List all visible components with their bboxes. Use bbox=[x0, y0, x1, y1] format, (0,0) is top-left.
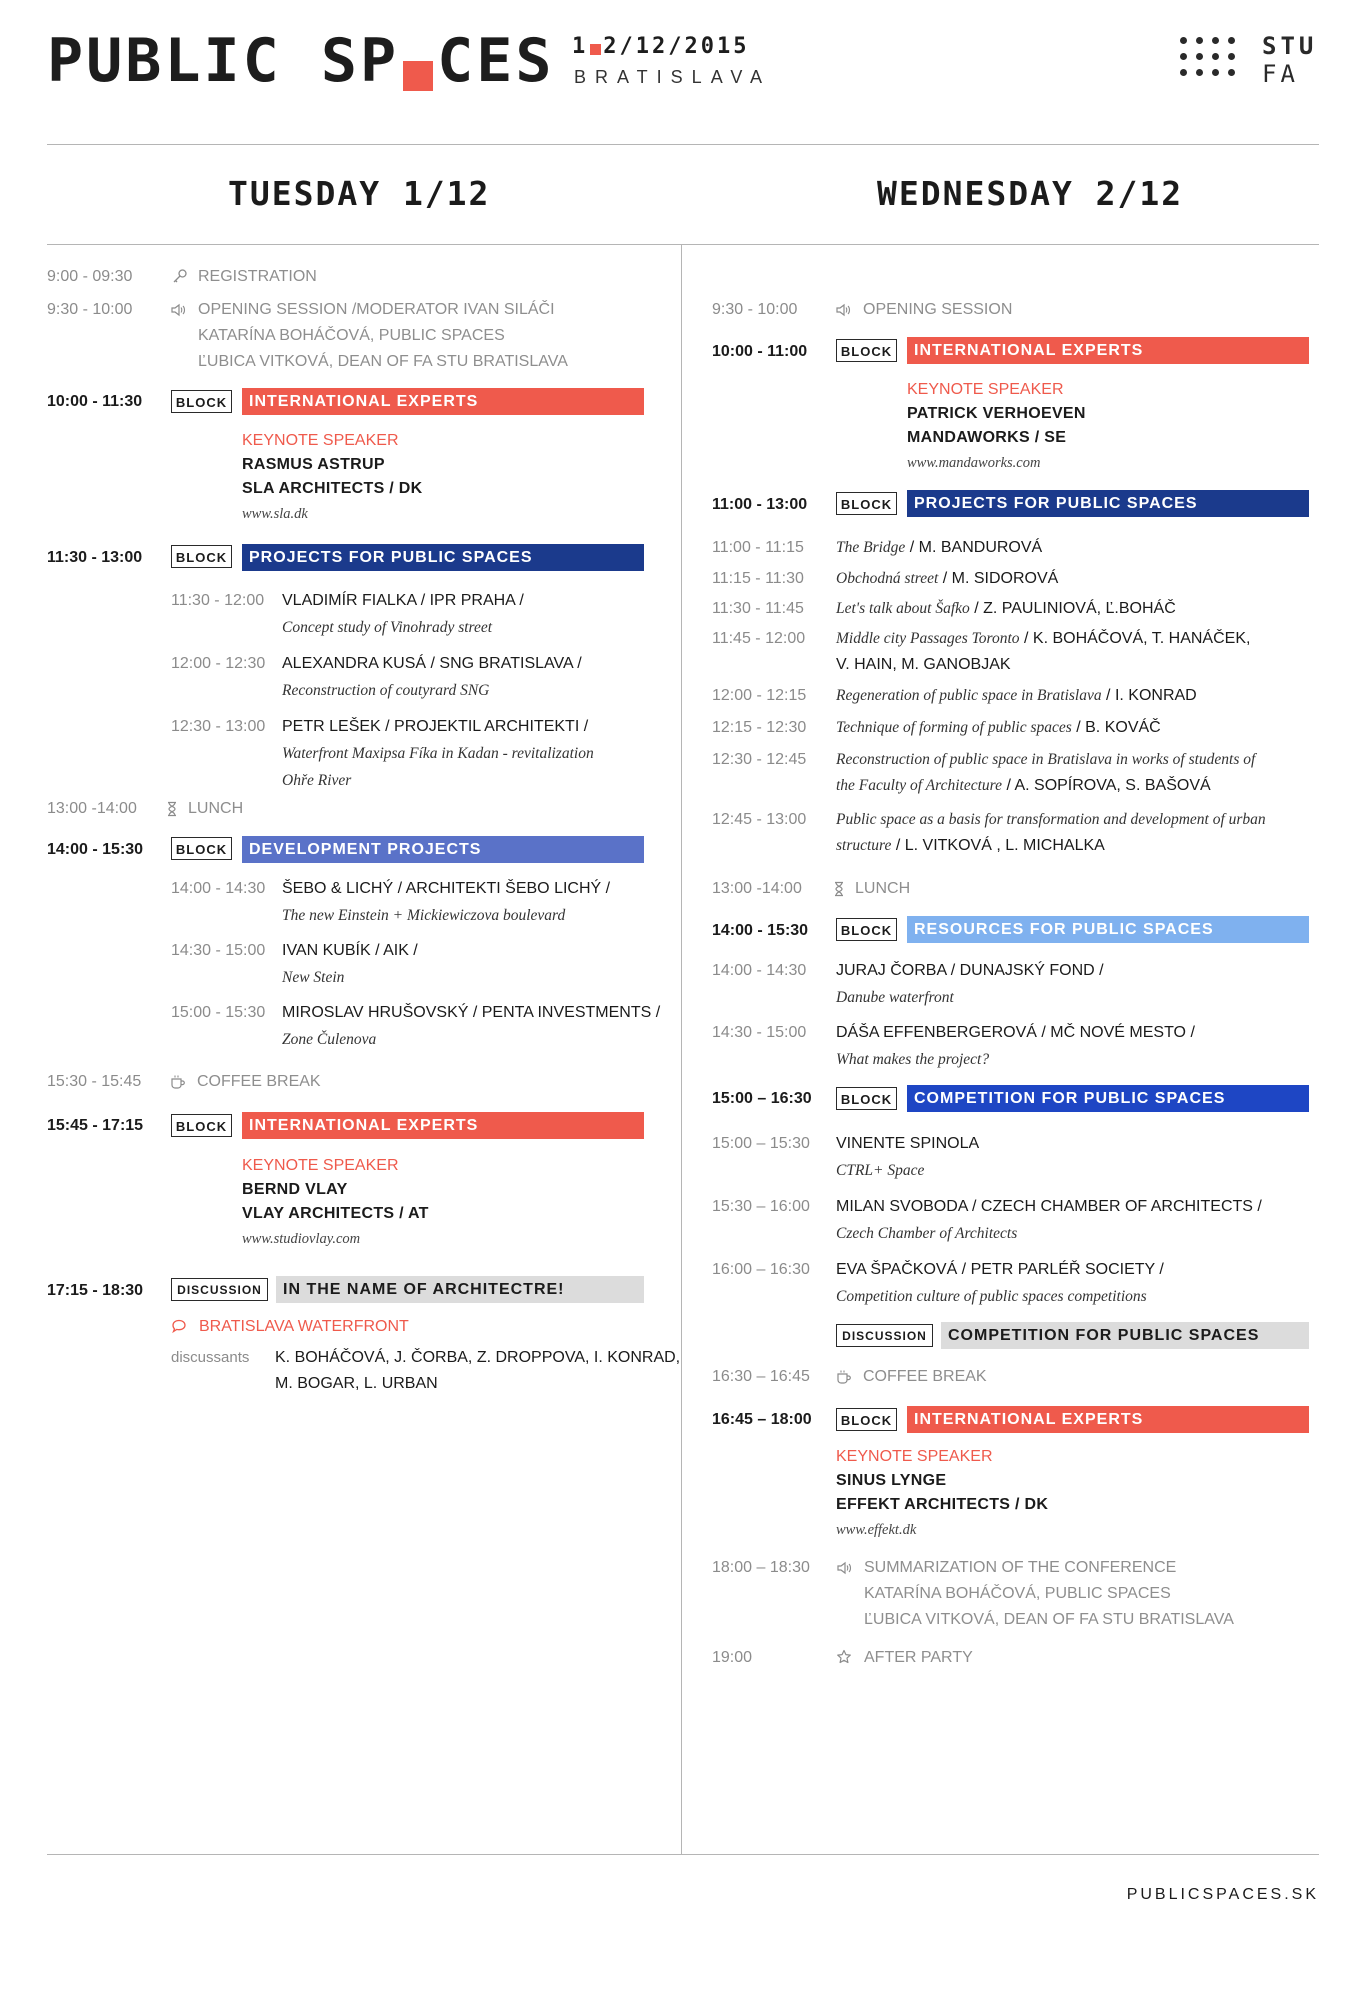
talk-time: 14:30 - 15:00 bbox=[712, 1024, 807, 1041]
talk-topic: Waterfront Maxipsa Fíka in Kadan - revitalization bbox=[282, 745, 594, 762]
block-tag: BLOCK bbox=[171, 1114, 232, 1137]
tuesday-heading: TUESDAY 1/12 bbox=[228, 174, 491, 213]
speaker-icon bbox=[835, 302, 851, 318]
talk-speaker-cont: V. HAIN, M. GANOBJAK bbox=[836, 656, 1011, 673]
talk-topic: Reconstruction of coutyrard SNG bbox=[282, 682, 490, 699]
talk-entry bbox=[836, 570, 1058, 588]
date-square bbox=[590, 44, 601, 55]
block-tag: BLOCK bbox=[171, 390, 232, 413]
talk-topic: New Stein bbox=[282, 969, 345, 986]
opening-label: OPENING SESSION bbox=[863, 301, 1013, 318]
keynote-url[interactable]: www.mandaworks.com bbox=[907, 455, 1041, 471]
cup-icon bbox=[836, 1369, 852, 1385]
talk-time: 11:30 - 12:00 bbox=[171, 592, 265, 609]
hourglass-icon bbox=[164, 801, 180, 817]
talk-topic: Danube waterfront bbox=[836, 989, 954, 1006]
talk-time: 11:15 - 11:30 bbox=[712, 570, 804, 587]
days-divider bbox=[47, 244, 1319, 245]
talk-topic: CTRL+ Space bbox=[836, 1162, 925, 1179]
logo-dot bbox=[1212, 53, 1219, 60]
talk-time: 15:00 – 15:30 bbox=[712, 1135, 810, 1152]
keynote-name: BERND VLAY bbox=[242, 1181, 348, 1198]
block-time: 14:00 - 15:30 bbox=[712, 922, 809, 939]
coffee-label: COFFEE BREAK bbox=[197, 1073, 321, 1090]
keynote-label: KEYNOTE SPEAKER bbox=[242, 432, 399, 449]
talk-speaker: / M. BANDUROVÁ bbox=[905, 539, 1043, 556]
talk-topic-cont: Ohře River bbox=[282, 772, 352, 789]
slot-time: 18:00 – 18:30 bbox=[712, 1559, 810, 1576]
block-tag: BLOCK bbox=[836, 339, 897, 362]
talk-speaker: MILAN SVOBODA / CZECH CHAMBER OF ARCHITECTS / bbox=[836, 1198, 1262, 1215]
talk-time: 12:15 - 12:30 bbox=[712, 719, 807, 736]
talk-speaker: VINENTE SPINOLA bbox=[836, 1135, 980, 1152]
talk-topic: Reconstruction of public space in Bratislava in works of students of bbox=[836, 751, 1256, 768]
logo-text-left: PUBLIC SP bbox=[47, 26, 400, 96]
talk-speaker: / A. SOPÍROVA, S. BAŠOVÁ bbox=[1002, 777, 1211, 794]
opening-line: ĽUBICA VITKOVÁ, DEAN OF FA STU BRATISLAVA bbox=[198, 353, 568, 370]
cup-icon bbox=[170, 1074, 186, 1090]
block-title-bar: PROJECTS FOR PUBLIC SPACES bbox=[907, 490, 1309, 517]
block-time: 10:00 - 11:00 bbox=[712, 343, 808, 360]
discussion-tag: DISCUSSION bbox=[836, 1324, 933, 1347]
slot-time: 9:30 - 10:00 bbox=[712, 301, 798, 318]
talk-time: 12:45 - 13:00 bbox=[712, 811, 807, 828]
logo-dot bbox=[1228, 53, 1235, 60]
talk-time: 11:45 - 12:00 bbox=[712, 630, 806, 647]
talk-time: 16:00 – 16:30 bbox=[712, 1261, 810, 1278]
keynote-url[interactable]: www.sla.dk bbox=[242, 506, 308, 522]
opening-line: OPENING SESSION /MODERATOR IVAN SILÁČI bbox=[198, 301, 555, 318]
talk-speaker: / K. BOHÁČOVÁ, T. HANÁČEK, bbox=[1019, 630, 1251, 647]
discussion-title-bar: IN THE NAME OF ARCHITECTRE! bbox=[276, 1276, 644, 1303]
logo-text-right: CES bbox=[437, 26, 555, 96]
slot-time: 19:00 bbox=[712, 1649, 753, 1666]
talk-entry bbox=[836, 630, 1250, 648]
registration-label: REGISTRATION bbox=[198, 268, 317, 285]
talk-topic: The new Einstein + Mickiewiczova boulevard bbox=[282, 907, 566, 924]
talk-time: 15:30 – 16:00 bbox=[712, 1198, 810, 1215]
block-title-bar: PROJECTS FOR PUBLIC SPACES bbox=[242, 544, 644, 571]
talk-topic: What makes the project? bbox=[836, 1051, 990, 1068]
talk-topic: Czech Chamber of Architects bbox=[836, 1225, 1018, 1242]
logo-dot bbox=[1212, 37, 1219, 44]
event-dates bbox=[572, 34, 749, 59]
keynote-org: SLA ARCHITECTS / DK bbox=[242, 480, 423, 497]
keynote-label: KEYNOTE SPEAKER bbox=[242, 1157, 399, 1174]
summary-line: ĽUBICA VITKOVÁ, DEAN OF FA STU BRATISLAVA bbox=[864, 1611, 1234, 1628]
block-title-bar: INTERNATIONAL EXPERTS bbox=[242, 388, 644, 415]
discussion-title-bar: COMPETITION FOR PUBLIC SPACES bbox=[941, 1322, 1309, 1349]
talk-entry bbox=[836, 600, 1176, 618]
block-time: 17:15 - 18:30 bbox=[47, 1282, 144, 1299]
lunch-label: LUNCH bbox=[855, 880, 911, 897]
talk-topic: Zone Čulenova bbox=[282, 1031, 377, 1048]
keynote-name: PATRICK VERHOEVEN bbox=[907, 405, 1086, 422]
talk-topic-cont: the Faculty of Architecture bbox=[836, 777, 1002, 794]
logo-square bbox=[403, 61, 433, 91]
slot-time: 9:00 - 09:30 bbox=[47, 268, 133, 285]
talk-speaker: / M. SIDOROVÁ bbox=[938, 570, 1059, 587]
star-icon bbox=[836, 1649, 852, 1665]
logo-dot bbox=[1196, 53, 1203, 60]
talk-entry bbox=[836, 687, 1197, 705]
slot-time: 9:30 - 10:00 bbox=[47, 301, 133, 318]
logo-dot bbox=[1196, 69, 1203, 76]
logo-dot bbox=[1180, 69, 1187, 76]
discussants-label: discussants bbox=[171, 1349, 250, 1366]
talk-time: 15:00 - 15:30 bbox=[171, 1004, 266, 1021]
talk-time: 12:00 - 12:30 bbox=[171, 655, 266, 672]
date-end: 2/12/2015 bbox=[603, 34, 750, 59]
logo-dot bbox=[1180, 53, 1187, 60]
talk-speaker: PETR LEŠEK / PROJEKTIL ARCHITEKTI / bbox=[282, 718, 589, 735]
logo-dot bbox=[1196, 37, 1203, 44]
keynote-org: VLAY ARCHITECTS / AT bbox=[242, 1205, 429, 1222]
talk-speaker: EVA ŠPAČKOVÁ / PETR PARLÉŘ SOCIETY / bbox=[836, 1261, 1164, 1278]
block-tag: BLOCK bbox=[836, 1087, 897, 1110]
slot-time: 15:30 - 15:45 bbox=[47, 1073, 142, 1090]
talk-entry bbox=[836, 837, 1105, 855]
key-icon bbox=[172, 268, 188, 284]
talk-topic: Obchodná street bbox=[836, 570, 939, 587]
slot-time: 13:00 -14:00 bbox=[712, 880, 802, 897]
talk-topic: Middle city Passages Toronto bbox=[836, 630, 1020, 647]
talk-speaker: IVAN KUBÍK / AIK / bbox=[282, 942, 418, 959]
talk-entry bbox=[836, 777, 1211, 795]
talk-time: 11:00 - 11:15 bbox=[712, 539, 804, 556]
block-time: 15:45 - 17:15 bbox=[47, 1117, 144, 1134]
talk-entry bbox=[836, 539, 1042, 557]
talk-topic-cont: structure bbox=[836, 837, 892, 854]
column-divider bbox=[681, 244, 682, 1854]
keynote-name: RASMUS ASTRUP bbox=[242, 456, 385, 473]
block-tag: BLOCK bbox=[171, 837, 232, 860]
talk-time: 11:30 - 11:45 bbox=[712, 600, 804, 617]
talk-entry bbox=[836, 719, 1161, 737]
speaker-icon bbox=[170, 302, 186, 318]
keynote-org: MANDAWORKS / SE bbox=[907, 429, 1067, 446]
block-time: 11:00 - 13:00 bbox=[712, 496, 808, 513]
logo bbox=[47, 28, 554, 94]
footer-url[interactable]: PUBLICSPACES.SK bbox=[1126, 1886, 1319, 1903]
logo-dot bbox=[1180, 37, 1187, 44]
header-divider bbox=[47, 144, 1319, 145]
block-time: 15:00 – 16:30 bbox=[712, 1090, 812, 1107]
logo-dot bbox=[1228, 37, 1235, 44]
stufa-logo-bottom: FA bbox=[1262, 60, 1299, 88]
talk-speaker: JURAJ ČORBA / DUNAJSKÝ FOND / bbox=[836, 962, 1104, 979]
logo-dot bbox=[1212, 69, 1219, 76]
keynote-url[interactable]: www.effekt.dk bbox=[836, 1522, 917, 1538]
wednesday-heading: WEDNESDAY 2/12 bbox=[877, 174, 1184, 213]
event-city: BRATISLAVA bbox=[574, 67, 772, 87]
talk-speaker: VLADIMÍR FIALKA / IPR PRAHA / bbox=[282, 592, 524, 609]
block-tag: BLOCK bbox=[836, 918, 897, 941]
keynote-label: KEYNOTE SPEAKER bbox=[836, 1448, 993, 1465]
block-time: 11:30 - 13:00 bbox=[47, 549, 143, 566]
speech-bubble-icon bbox=[171, 1318, 187, 1334]
talk-time: 12:30 - 13:00 bbox=[171, 718, 266, 735]
block-tag: BLOCK bbox=[836, 492, 897, 515]
talk-speaker: / L. VITKOVÁ , L. MICHALKA bbox=[891, 837, 1105, 854]
opening-line: KATARÍNA BOHÁČOVÁ, PUBLIC SPACES bbox=[198, 327, 505, 344]
talk-topic: The Bridge bbox=[836, 539, 906, 556]
talk-topic: Let's talk about Šafko bbox=[836, 600, 970, 617]
talk-time: 14:00 - 14:30 bbox=[712, 962, 807, 979]
hourglass-icon bbox=[831, 881, 847, 897]
discussants-names: M. BOGAR, L. URBAN bbox=[275, 1375, 438, 1392]
talk-speaker: ŠEBO & LICHÝ / ARCHITEKTI ŠEBO LICHÝ / bbox=[282, 880, 611, 897]
talk-time: 14:30 - 15:00 bbox=[171, 942, 266, 959]
block-title-bar: RESOURCES FOR PUBLIC SPACES bbox=[907, 916, 1309, 943]
talk-speaker: MIROSLAV HRUŠOVSKÝ / PENTA INVESTMENTS / bbox=[282, 1004, 661, 1021]
block-tag: BLOCK bbox=[836, 1408, 897, 1431]
party-label: AFTER PARTY bbox=[864, 1649, 973, 1666]
slot-time: 16:30 – 16:45 bbox=[712, 1368, 810, 1385]
logo-dot bbox=[1228, 69, 1235, 76]
stufa-dots-logo bbox=[1180, 37, 1242, 83]
talk-topic: Regeneration of public space in Bratislava bbox=[836, 687, 1102, 704]
talk-speaker: / Z. PAULINIOVÁ, Ľ.BOHÁČ bbox=[969, 600, 1176, 617]
block-tag: BLOCK bbox=[171, 545, 232, 568]
talk-speaker: / I. KONRAD bbox=[1101, 687, 1197, 704]
talk-time: 12:30 - 12:45 bbox=[712, 751, 807, 768]
talk-topic: Concept study of Vinohrady street bbox=[282, 619, 493, 636]
coffee-label: COFFEE BREAK bbox=[863, 1368, 987, 1385]
slot-time: 13:00 -14:00 bbox=[47, 800, 137, 817]
block-title-bar: COMPETITION FOR PUBLIC SPACES bbox=[907, 1085, 1309, 1112]
keynote-name: SINUS LYNGE bbox=[836, 1472, 947, 1489]
keynote-org: EFFEKT ARCHITECTS / DK bbox=[836, 1496, 1049, 1513]
block-time: 10:00 - 11:30 bbox=[47, 393, 143, 410]
talk-topic: Technique of forming of public spaces bbox=[836, 719, 1072, 736]
discussion-subtitle: BRATISLAVA WATERFRONT bbox=[199, 1318, 409, 1335]
discussion-tag: DISCUSSION bbox=[171, 1278, 268, 1301]
talk-speaker: ALEXANDRA KUSÁ / SNG BRATISLAVA / bbox=[282, 655, 582, 672]
talk-speaker: / B. KOVÁČ bbox=[1071, 719, 1161, 736]
date-start: 1 bbox=[572, 34, 589, 59]
discussants-names: K. BOHÁČOVÁ, J. ČORBA, Z. DROPPOVA, I. KONRAD, bbox=[275, 1349, 681, 1366]
stufa-logo-top: STU bbox=[1262, 32, 1318, 60]
block-title-bar: DEVELOPMENT PROJECTS bbox=[242, 836, 644, 863]
keynote-label: KEYNOTE SPEAKER bbox=[907, 381, 1064, 398]
summary-line: SUMMARIZATION OF THE CONFERENCE bbox=[864, 1559, 1177, 1576]
speaker-icon bbox=[836, 1560, 852, 1576]
talk-speaker: DÁŠA EFFENBERGEROVÁ / MČ NOVÉ MESTO / bbox=[836, 1024, 1195, 1041]
talk-time: 12:00 - 12:15 bbox=[712, 687, 807, 704]
block-title-bar: INTERNATIONAL EXPERTS bbox=[907, 1406, 1309, 1433]
block-title-bar: INTERNATIONAL EXPERTS bbox=[907, 337, 1309, 364]
talk-topic: Public space as a basis for transformation and development of urban bbox=[836, 811, 1266, 828]
summary-line: KATARÍNA BOHÁČOVÁ, PUBLIC SPACES bbox=[864, 1585, 1171, 1602]
block-time: 14:00 - 15:30 bbox=[47, 841, 144, 858]
lunch-label: LUNCH bbox=[188, 800, 244, 817]
talk-topic: Competition culture of public spaces competitions bbox=[836, 1288, 1147, 1305]
block-time: 16:45 – 18:00 bbox=[712, 1411, 812, 1428]
talk-time: 14:00 - 14:30 bbox=[171, 880, 266, 897]
keynote-url[interactable]: www.studiovlay.com bbox=[242, 1231, 361, 1247]
footer-divider bbox=[47, 1854, 1319, 1855]
block-title-bar: INTERNATIONAL EXPERTS bbox=[242, 1112, 644, 1139]
